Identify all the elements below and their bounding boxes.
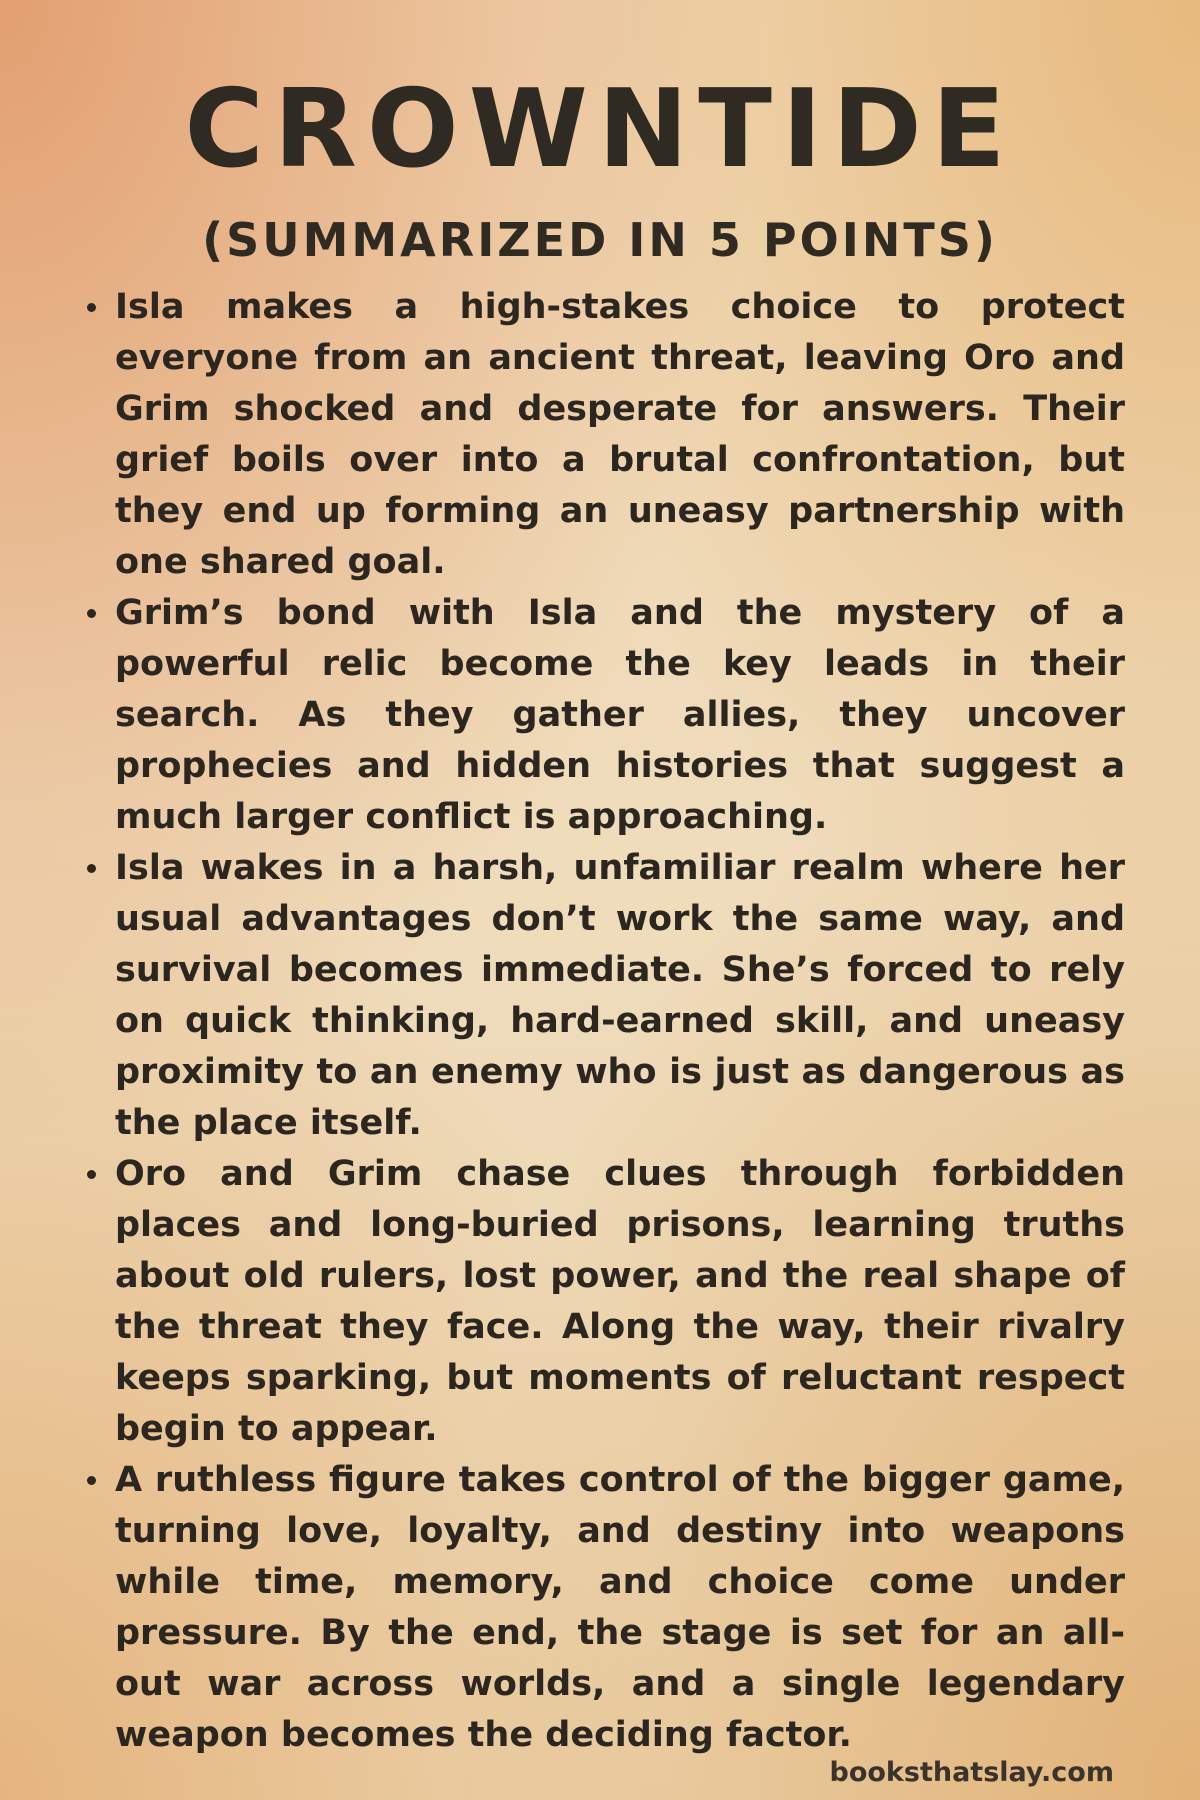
summary-list [115,282,1125,1761]
summary-point-text: Oro and Grim chase clues through forbidden places and long-buried prisons, learning truths about old rulers, lost power, and the real shape of the threat they face. Along the way, their rivalry keeps sparking, but moments of reluctant respect begin to appear. [115,1154,1125,1449]
subtitle: (SUMMARIZED IN 5 POINTS) [202,213,998,267]
summary-point [115,282,1125,588]
watermark: booksthatslay.com [829,1757,1114,1788]
summary-point-text: A ruthless figure takes control of the bigger game, turning love, loyalty, and destiny into weapons while time, memory, and choice come under pressure. By the end, the stage is set for an all-out war across worlds, and a single legendary weapon becomes the deciding factor. [115,1460,1125,1755]
summary-point [115,1455,1125,1761]
summary-point [115,843,1125,1149]
bullet-icon [87,1476,96,1485]
book-title: CROWNTIDE [184,67,1016,192]
summary-point [115,1149,1125,1455]
bullet-icon [87,609,96,618]
bullet-icon [87,1170,96,1179]
summary-point-text: Isla wakes in a harsh, unfamiliar realm where her usual advantages don’t work the same way, and survival becomes immediate. She’s forced to rely on quick thinking, hard-earned skill, and uneasy proximity to an enemy who is just as dangerous as the place itself. [115,848,1125,1143]
summary-point-text: Grim’s bond with Isla and the mystery of a powerful relic become the key leads in their search. As they gather allies, they uncover prophecies and hidden histories that suggest a much larger conflict is approaching. [115,593,1125,837]
bullet-icon [87,864,96,873]
summary-point-text: Isla makes a high-stakes choice to protect everyone from an ancient threat, leaving Oro and Grim shocked and desperate for answers. Their grief boils over into a brutal confrontation, but they end up forming an uneasy partnership with one shared goal. [115,287,1125,582]
summary-point [115,588,1125,843]
bullet-icon [87,303,96,312]
